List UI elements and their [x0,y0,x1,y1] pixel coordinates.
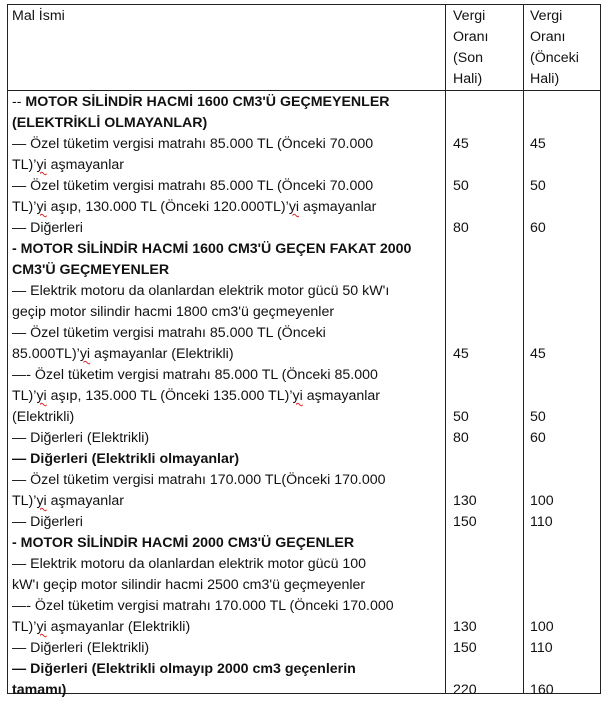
column-divider-2 [523,4,524,694]
row-label: TL)’yi aşıp, 130.000 TL (Önceki 120.000TL)’yi aşmayanlar [12,199,377,215]
rate-son-hali: 50 [453,178,469,194]
row-label: — Özel tüketim vergisi matrahı 85.000 TL (Önceki 70.000 [12,178,374,194]
table-border-top [7,4,601,5]
header-onceki-line: (Önceki [530,50,579,66]
row-label: TL)’yi aşıp, 135.000 TL (Önceki 135.000 TL)’yi aşmayanlar [12,388,381,404]
row-label: — Diğerleri (Elektrikli olmayıp 2000 cm3 geçenlerin [12,661,356,677]
row-label: tamamı) [12,682,67,698]
row-label: —- Özel tüketim vergisi matrahı 170.000 TL (Önceki 170.000 [12,598,394,614]
row-label: TL)’yi aşmayanlar (Elektrikli) [12,619,191,635]
row-label: — Diğerleri (Elektrikli) [12,430,150,446]
rate-onceki-hali: 45 [530,346,546,362]
rate-son-hali: 80 [453,430,469,446]
row-label: — Elektrik motoru da olanlardan elektrik motor gücü 50 kW'ı [12,283,390,299]
header-son-line: (Son [453,50,483,66]
rate-son-hali: 50 [453,409,469,425]
rate-onceki-hali: 110 [530,640,553,656]
row-label: — Özel tüketim vergisi matrahı 170.000 TL(Önceki 170.000 [12,472,386,488]
row-label: (ELEKTRİKLİ OLMAYANLAR) [12,115,208,131]
rate-son-hali: 80 [453,220,469,236]
table-border-bottom [7,693,601,694]
rate-onceki-hali: 100 [530,493,554,509]
row-label: 85.000TL)’yi aşmayanlar (Elektrikli) [12,346,234,362]
row-label: CM3'Ü GEÇMEYENLER [12,262,170,278]
rate-onceki-hali: 45 [530,136,546,152]
rate-onceki-hali: 50 [530,178,546,194]
row-label: — Diğerleri (Elektrikli olmayanlar) [12,451,240,467]
spellcheck-word: yi [36,493,47,509]
rate-son-hali: 45 [453,346,469,362]
row-label: - MOTOR SİLİNDİR HACMİ 2000 CM3'Ü GEÇENLER [12,535,355,551]
row-label: TL)’yi aşmayanlar [12,157,124,173]
spellcheck-word: yi [36,619,47,635]
rate-son-hali: 130 [453,619,477,635]
table-border-right [600,4,601,694]
row-label: TL)’yi aşmayanlar [12,493,124,509]
rate-onceki-hali: 160 [530,682,554,698]
spellcheck-word: yi [288,199,300,215]
row-label: — Diğerleri (Elektrikli) [12,640,150,656]
row-label: (Elektrikli) [12,409,75,425]
row-label: — Diğerleri [12,220,83,236]
rate-son-hali: 130 [453,493,477,509]
rate-onceki-hali: 50 [530,409,546,425]
rate-son-hali: 150 [453,514,477,530]
header-son-line: Hali) [453,71,483,87]
rate-onceki-hali: 60 [530,430,546,446]
row-label: —- Özel tüketim vergisi matrahı 85.000 TL (Önceki 85.000 [12,367,378,383]
row-label: — Diğerleri [12,514,83,530]
rate-son-hali: 45 [453,136,469,152]
row-label: geçip motor silindir hacmi 1800 cm3'ü geçmeyenler [12,304,335,320]
header-mal-ismi: Mal İsmi [12,8,65,24]
spellcheck-word: yi [292,388,303,404]
header-row-divider [7,90,601,91]
row-label: — Özel tüketim vergisi matrahı 85.000 TL (Önceki [12,325,326,341]
header-son-line: Vergi [453,8,486,24]
spellcheck-word: yi [79,346,91,362]
row-label: — Özel tüketim vergisi matrahı 85.000 TL (Önceki 70.000 [12,136,374,152]
header-onceki-line: Oranı [530,29,566,45]
row-prefix: -- [12,94,26,110]
row-label: -- MOTOR SİLİNDİR HACMİ 1600 CM3'Ü GEÇMEYENLER [12,94,390,110]
rate-onceki-hali: 100 [530,619,554,635]
row-label: - MOTOR SİLİNDİR HACMİ 1600 CM3'Ü GEÇEN FAKAT 2000 [12,241,412,257]
spellcheck-word: yi [36,157,47,173]
table-border-left [7,4,8,694]
row-label: kW'ı geçip motor silindir hacmi 2500 cm3'ü geçmeyenler [12,577,366,593]
header-onceki-line: Vergi [530,8,563,24]
spellcheck-word: yi [36,199,47,215]
rate-onceki-hali: 60 [530,220,546,236]
header-son-line: Oranı [453,29,489,45]
header-onceki-line: Hali) [530,71,560,87]
rate-son-hali: 150 [453,640,477,656]
rate-onceki-hali: 110 [530,514,553,530]
row-label: — Elektrik motoru da olanlardan elektrik motor gücü 100 [12,556,367,572]
spellcheck-word: yi [36,388,47,404]
rate-son-hali: 220 [453,682,477,698]
column-divider-1 [445,4,446,694]
